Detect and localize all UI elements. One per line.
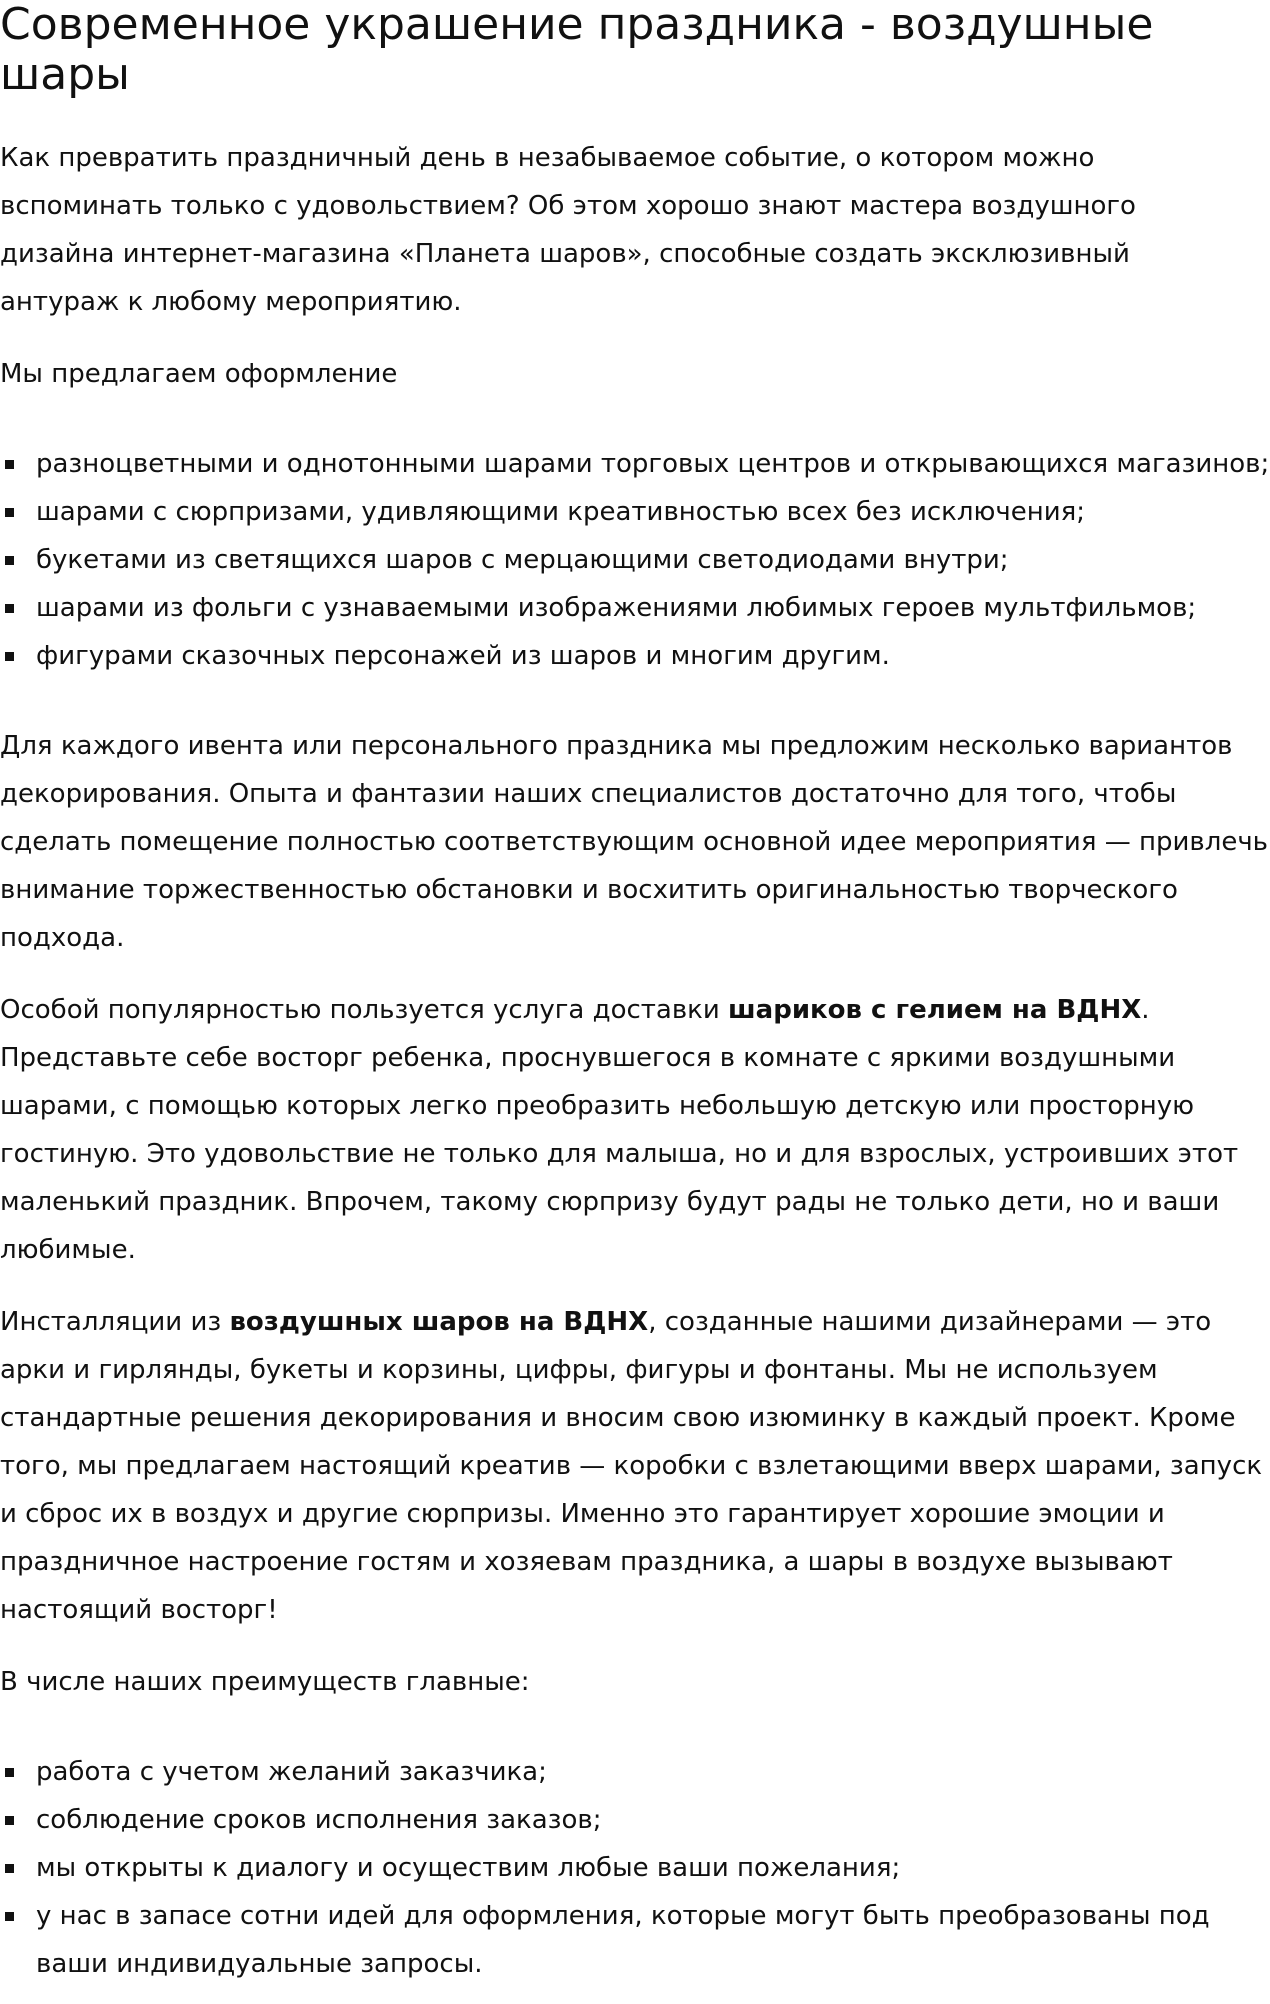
list-item (0, 1892, 1230, 1988)
list-item (0, 440, 1270, 488)
advantages-heading: В числе наших преимуществ главные: (0, 1667, 530, 1697)
delivery-text-end: . Представьте себе восторг ребенка, проснувшегося в комнате с яркими воздушными шарами, с помощью которых легко преобразить небольшую детскую или просторную гостиную. Это удовольствие не только для малыша, но и для взрослых, устроивших этот маленький праздник. Впрочем, такому сюрпризу будут рады не только дети, но и ваши любимые. (0, 995, 1239, 1265)
list-item-text: мы открыты к диалогу и осуществим любые ваши пожелания; (36, 1853, 901, 1883)
list-item-text: разноцветными и однотонными шарами торговых центров и открывающихся магазинов; (36, 449, 1270, 479)
square-bullet-icon (5, 460, 14, 469)
list-item (0, 1748, 1230, 1796)
square-bullet-icon (5, 604, 14, 613)
square-bullet-icon (5, 1912, 14, 1921)
list-item-text: букетами из светящихся шаров с мерцающими светодиодами внутри; (36, 545, 1009, 575)
list-item-text: шарами с сюрпризами, удивляющими креативностью всех без исключения; (36, 497, 1086, 527)
variants-paragraph: Для каждого ивента или персонального праздника мы предложим несколько вариантов декорирования. Опыта и фантазии наших специалистов достаточно для того, чтобы сделать помещение полностью соответствующим основной идее мероприятия — привлечь внимание торжественностью обстановки и восхитить оригинальностью творческого подхода. (0, 731, 1269, 953)
list-item-text: шарами из фольги с узнаваемыми изображениями любимых героев мультфильмов; (36, 593, 1197, 623)
list-item (0, 632, 1270, 680)
advantages-list (0, 1748, 1230, 1988)
installations-paragraph (0, 1298, 1270, 1634)
offer-list (0, 440, 1270, 680)
square-bullet-icon (5, 1864, 14, 1873)
intro-paragraph: Как превратить праздничный день в незабываемое событие, о котором можно вспоминать только с удовольствием? Об этом хорошо знают мастера воздушного дизайна интернет-магазина «Планета шаров», способные создать эксклюзивный антураж к любому мероприятию. (0, 143, 1136, 317)
delivery-text-start: Особой популярностью пользуется услуга доставки (0, 995, 729, 1025)
square-bullet-icon (5, 652, 14, 661)
list-item (0, 1844, 1230, 1892)
list-item-text: работа с учетом желаний заказчика; (36, 1757, 547, 1787)
installations-text-start: Инсталляции из (0, 1307, 230, 1337)
square-bullet-icon (5, 1816, 14, 1825)
list-item (0, 1796, 1230, 1844)
installations-text-end: , созданные нашими дизайнерами — это арки и гирлянды, букеты и корзины, цифры, фигуры и фонтаны. Мы не используем стандартные решения декорирования и вносим свою изюминку в каждый проект. Кроме того, мы предлагаем настоящий креатив — коробки с взлетающими вверх шарами, запуск и сброс их в воздух и другие сюрпризы. Именно это гарантирует хорошие эмоции и праздничное настроение гостям и хозяевам праздника, а шары в воздухе вызывают настоящий восторг! (0, 1307, 1263, 1625)
delivery-paragraph (0, 986, 1250, 1274)
list-item (0, 584, 1270, 632)
list-item-text: соблюдение сроков исполнения заказов; (36, 1805, 602, 1835)
offer-heading: Мы предлагаем оформление (0, 359, 398, 389)
page-title: Современное украшение праздника - воздушные шары (0, 0, 1154, 100)
air-balloons-vdnh-keyword: воздушных шаров на ВДНХ (229, 1307, 649, 1337)
list-item (0, 536, 1270, 584)
list-item-text: у нас в запасе сотни идей для оформления, которые могут быть преобразованы под ваши индивидуальные запросы. (36, 1901, 1210, 1979)
square-bullet-icon (5, 508, 14, 517)
square-bullet-icon (5, 1768, 14, 1777)
helium-balloons-vdnh-keyword: шариков с гелием на ВДНХ (728, 995, 1142, 1025)
list-item-text: фигурами сказочных персонажей из шаров и многим другим. (36, 641, 890, 671)
square-bullet-icon (5, 556, 14, 565)
list-item (0, 488, 1270, 536)
